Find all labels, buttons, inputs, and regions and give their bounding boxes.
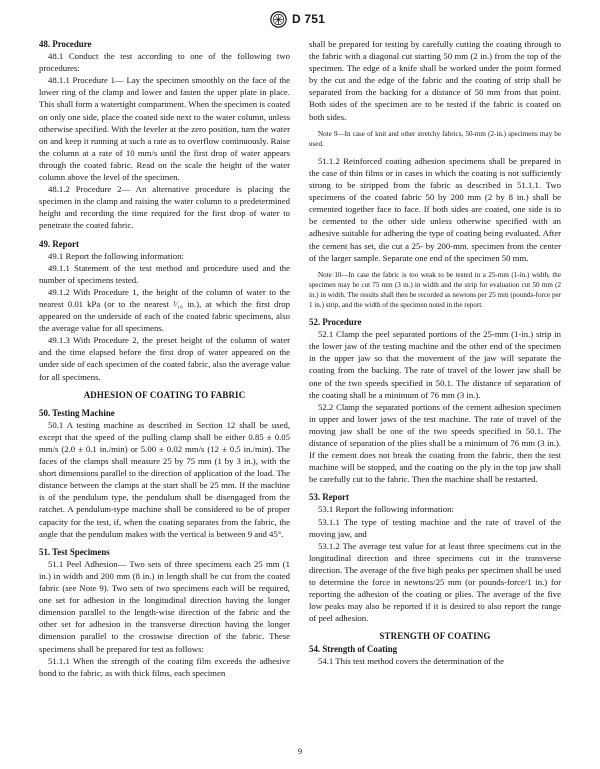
page-number: 9 [297,746,303,756]
paragraph: 49.1.2 With Procedure 1, the height of the column of water to the nearest 0.01 kPa (or to the nearest ¹⁄₁₆ in.), at which the first drop appeared on the underside of each of the coated fabric specimens, also the average value for all specimens. [39,286,290,334]
section-heading: 50. Testing Machine [39,407,115,418]
section-heading: 52. Procedure [309,317,362,328]
paragraph: 54.1 This test method covers the determination of the [318,655,505,666]
paragraph: 53.1 Report the following information: [318,504,454,515]
note: Note 10—In case the fabric is too weak to be tested in a 25-mm (1-in.) width, the specimen may be cut 75 mm (3 in.) in width and the strip for evaluation cut 50 mm (2 in.) in width. The results shall then be recorded as newtons per 25 mm (pounds-force per 1 in.) strip, and the width of the specimen noted in the report. [309,270,561,309]
section-title: ADHESION OF COATING TO FABRIC [83,389,246,400]
paragraph: 49.1.1 Statement of the test method and procedure used and the number of specimens tested. [39,262,290,285]
paragraph: 48.1.1 Procedure 1— Lay the specimen smoothly on the face of the lower ring of the clamp and lower and fasten the upper plate in place. This shall form a watertight compartment. When the specimen is coated on only one side, place the coated side next to the water column, unless otherwise specified. With the leveler at the zero position, turn the water on and keep it running at such a rate as to overflow continuously. Raise the column at a rate of 10 mm/s until the first drop of water appears through the coated fabric. Read on the scale the height of the water column above the level of the specimen. [39,75,290,183]
paragraph: 48.1 Conduct the test according to one of the following two procedures: [39,51,290,74]
paragraph: 49.1 Report the following information: [48,250,184,261]
paragraph: 51.1.2 Reinforced coating adhesion specimens shall be prepared in the case of thin films or in cases in which the coating is not sufficiently strong to be stripped from the fabric as described in 51.1.1. Two specimens of the coated fabric 50 by 200 mm (2 by 8 in.) shall be cemented together face to face. If both sides are coated, one side is to be cemented to the other side unless otherwise specified with an adhesive suitable for adhering the type of coating being evaluated. After the cement has set, die cut a 25- by 200-mm. specimen from the center of the larger sample. Separate one end of the specimen 50 mm. [309,155,561,263]
paragraph: 50.1 A testing machine as described in Section 12 shall be used, except that the speed of the pulling clamp shall be either 0.85 ± 0.05 mm/s (2.0 ± 0.1 in./min) or 5.00 ± 0.02 mm/s (12 ± 0.5 in./min). The faces of the clamps shall measure 25 by 75 mm (1 by 3 in.), with the short dimensions parallel to the direction of application of the load. The distance between the clamps at the start shall be 25 mm. If the machine is of the pendulum type, the pendulum shall be disengaged from the ratchet. A pendulum-type machine shall be considered to be of proper capacity for the test, if, when the coating separates from the fabric, the angle that the pendulum makes with the vertical is between 9 and 45°. [39,419,290,539]
section-heading: 53. Report [309,492,349,503]
standard-designation: D 751 [292,12,326,26]
paragraph: 53.1.1 The type of testing machine and the rate of travel of the moving jaw, and [309,516,561,539]
paragraph: 51.1 Peel Adhesion— Two sets of three specimens each 25 mm (1 in.) in width and 200 mm (8 in.) in length shall be cut from the coated fabric (see Note 9). Two sets of two specimens each will be required, one set for adhesion in the longitudinal direction having the longer dimension parallel to the length-wise direction of the fabric and the other set for adhesion in the transverse direction having the longer dimension parallel to the crosswise direction of the fabric. These specimens shall be prepared for test as follows: [39,558,290,654]
note: Note 9—In case of knit and other stretchy fabrics, 50-mm (2-in.) specimens may be used. [309,129,561,148]
paragraph: 53.1.2 The average test value for at least three specimens cut in the longitudinal direction and three specimens cut in the transverse direction. The average of the five high peaks per specimen shall be used to determine the force in newtons/25 mm (or pounds-force/1 in.) for reporting the adhesion of the coating or plies. The average of the five low peaks may also be reported if it is desired to also report the range of peel adhesion. [309,540,561,624]
section-heading: 48. Procedure [39,39,92,49]
paragraph: 49.1.3 With Procedure 2, the preset height of the column of water and the time elapsed before the first drop of water appeared on the under side of each specimen of the coated fabric, also the average value for all specimens. [39,335,290,382]
paragraph: 51.1.1 When the strength of the coating film exceeds the adhesive bond to the fabric, as with thick films, each specimen [39,655,290,678]
section-title: STRENGTH OF COATING [379,631,491,642]
section-heading: 51. Test Specimens [39,546,110,557]
paragraph: 52.1 Clamp the peel separated portions of the 25-mm (1-in.) strip in the lower jaw of the testing machine and the other end of the specimen in the upper jaw so that the movement of the jaw will separate the coating from the backing. The rate of travel of the lower jaw shall be one of the two speeds specified in 50.1. The distance of separation of the coating shall be a minimum of 76 mm (3 in.). [309,329,561,400]
astm-logo-icon [270,11,287,28]
paragraph: 52.2 Clamp the separated portions of the cement adhesion specimen in upper and lower jaws of the test machine. The rate of travel of the moving jaw shall be one of the two speeds specified in 50.1. The distance of separation of the plies shall be a minimum of 76 mm (3 in.). If the cement does not break the coating from the fabric, then the test machine will be stopped, and the coating on the ply in the top jaw shall be carefully cut to the fabric. Then the machine shall be restarted. [309,401,561,485]
page-header [0,10,600,30]
section-heading: 49. Report [39,238,79,249]
paragraph-continued: shall be prepared for testing by carefully cutting the coating through to the fabric with a diagonal cut starting 50 mm (2 in.) from the top of the specimen. The edge of a knife shall be worked under the point formed by the cut and the edge of the fabric and the coating of strip shall be separated from the backing for a distance of 50 mm from that point. Both sides of the specimen are to be tested if the fabric is coated on both sides. [309,39,561,122]
section-heading: 54. Strength of Coating [309,643,398,654]
paragraph: 48.1.2 Procedure 2— An alternative procedure is placing the specimen in the clamp and raising the water column to a predetermined height and recording the time required for the first drop of water to penetrate the coated fabric. [39,184,290,231]
left-column [39,38,290,679]
right-column [309,38,561,667]
